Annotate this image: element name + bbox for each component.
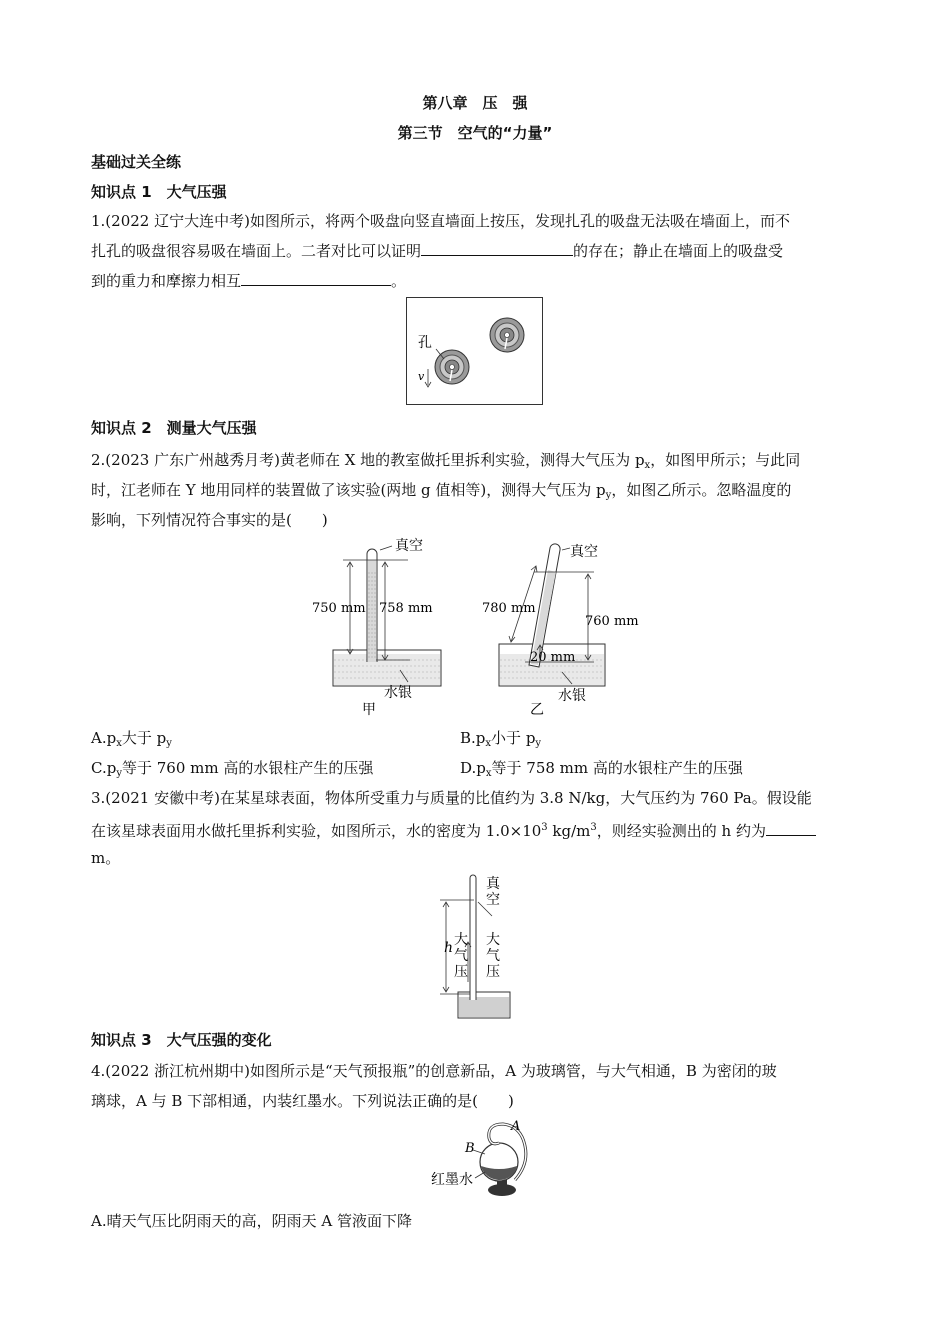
q3-figure-water-barometer — [430, 872, 530, 1020]
label-atm-right-1: 大 — [486, 932, 500, 948]
q1-line3 — [91, 271, 861, 291]
figure-yi — [482, 543, 639, 718]
q2-option-d[interactable] — [460, 758, 743, 784]
heading-basic: 基础过关全练 — [91, 153, 182, 171]
label-vacuum-yi: 真空 — [570, 544, 598, 560]
q2-opt-a-pre: A.p — [91, 729, 117, 747]
label-hole: 孔 — [418, 335, 432, 351]
q2-opt-c-text: 等于 760 mm 高的水银柱产生的压强 — [121, 759, 374, 777]
label-750mm: 750 mm — [312, 601, 366, 616]
q1-line2-b: 的存在；静止在墙面上的吸盘受 — [573, 242, 784, 260]
q2-option-a[interactable] — [91, 728, 172, 754]
label-758mm: 758 mm — [379, 601, 433, 616]
q2-opt-c-sub: y — [116, 768, 122, 779]
label-jia: 甲 — [362, 702, 376, 718]
q2-opt-b-sub2: y — [535, 738, 542, 749]
sub-x: x — [644, 460, 651, 471]
label-tube-a: A — [511, 1119, 521, 1134]
q4-figure-weather-bottle — [425, 1116, 535, 1204]
label-mercury-yi: 水银 — [558, 688, 586, 704]
q2-opt-b-sub: x — [485, 738, 492, 749]
chapter-title: 第八章 压 强 — [422, 94, 528, 112]
label-atm-left-1: 大 — [454, 932, 468, 948]
q2-opt-d-text: 等于 758 mm 高的水银柱产生的压强 — [491, 759, 743, 777]
q4-option-a[interactable]: A.晴天气压比阴雨天的高，阴雨天 A 管液面下降 — [91, 1212, 412, 1230]
q3-line3: m。 — [91, 849, 121, 867]
q1-figure-suction-cups — [406, 297, 544, 406]
label-velocity: v — [418, 370, 425, 383]
q2-opt-a-text: 大于 p — [121, 729, 167, 747]
knowledge-point-3: 知识点 3 大气压强的变化 — [91, 1031, 272, 1049]
q2-line3: 影响，下列情况符合事实的是( ) — [91, 511, 328, 529]
q2-opt-b-text: 小于 p — [491, 729, 536, 747]
label-760mm: 760 mm — [585, 614, 639, 629]
q2-opt-d-sub: x — [485, 768, 492, 779]
label-yi: 乙 — [530, 702, 544, 718]
label-atm-left-3: 压 — [454, 964, 468, 980]
label-ball-b: B — [465, 1141, 475, 1156]
q1-line3-b: 。 — [391, 272, 407, 290]
label-780mm: 780 mm — [482, 601, 536, 616]
q2-line1-b: ，如图甲所示；与此同 — [650, 451, 801, 469]
q2-opt-c-pre: C.p — [91, 759, 117, 777]
section-title: 第三节 空气的“力量” — [397, 124, 553, 142]
q2-opt-a-sub: x — [116, 738, 122, 749]
label-atm-left-2: 气 — [454, 948, 468, 964]
q2-opt-d-pre: D.p — [460, 759, 486, 777]
q1-line2 — [91, 241, 861, 261]
q3-line2-b: kg/m — [547, 822, 591, 840]
q2-line1 — [91, 450, 861, 476]
q1-line1: 1.(2022 辽宁大连中考)如图所示，将两个吸盘向竖直墙面上按压，发现扎孔的吸盘无法吸在墙面上，而不 — [91, 212, 790, 230]
q1-blank-1[interactable] — [421, 241, 573, 256]
label-vacuum-1: 真 — [486, 876, 500, 892]
q3-line1: 3.(2021 安徽中考)在某星球表面，物体所受重力与质量的比值约为 3.8 N/kg，大气压约为 760 Pa。假设能 — [91, 789, 812, 807]
q2-line2 — [91, 480, 861, 506]
label-atm-right-3: 压 — [486, 964, 500, 980]
label-vacuum-2: 空 — [486, 892, 500, 908]
sub-y: y — [605, 490, 612, 501]
q2-opt-a-sub2: y — [166, 738, 172, 749]
q3-blank[interactable] — [766, 821, 816, 836]
q2-option-b[interactable] — [460, 728, 541, 754]
label-mercury-jia: 水银 — [384, 685, 412, 701]
q3-line2-c: ，则经实验测出的 h 约为 — [596, 822, 766, 840]
q1-line3-a: 到的重力和摩擦力相互 — [91, 272, 242, 290]
q2-line1-a: 2.(2023 广东广州越秀月考)黄老师在 X 地的教室做托里拆利实验，测得大气压为 p — [91, 451, 645, 469]
q2-line2-b: ，如图乙所示。忽略温度的 — [611, 481, 792, 499]
label-atm-right-2: 气 — [486, 948, 500, 964]
q2-opt-b-pre: B.p — [460, 729, 486, 747]
q1-blank-2[interactable] — [241, 271, 391, 286]
q1-line2-a: 扎孔的吸盘很容易吸在墙面上。二者对比可以证明 — [91, 242, 422, 260]
q2-option-c[interactable] — [91, 758, 373, 784]
label-h: h — [444, 940, 454, 956]
q3-exp1: 3 — [541, 822, 548, 833]
q4-line1: 4.(2022 浙江杭州期中)如图所示是“天气预报瓶”的创意新品，A 为玻璃管，与大气相通，B 为密闭的玻 — [91, 1062, 777, 1080]
knowledge-point-2: 知识点 2 测量大气压强 — [91, 419, 257, 437]
label-vacuum-jia: 真空 — [395, 538, 423, 554]
label-red-ink: 红墨水 — [431, 1172, 473, 1188]
q3-exp2: 3 — [590, 822, 597, 833]
label-20mm: 20 mm — [530, 650, 576, 665]
q3-line2 — [91, 818, 861, 841]
q4-line2: 璃球，A 与 B 下部相通，内装红墨水。下列说法正确的是( ) — [91, 1092, 514, 1110]
figure-jia — [312, 537, 441, 718]
knowledge-point-1: 知识点 1 大气压强 — [91, 183, 227, 201]
q2-figure-torricelli — [300, 532, 650, 718]
q2-line2-a: 时，江老师在 Y 地用同样的装置做了该实验(两地 g 值相等)，测得大气压为 p — [91, 481, 606, 499]
q3-line2-a: 在该星球表面用水做托里拆利实验，如图所示，水的密度为 1.0×10 — [91, 822, 542, 840]
